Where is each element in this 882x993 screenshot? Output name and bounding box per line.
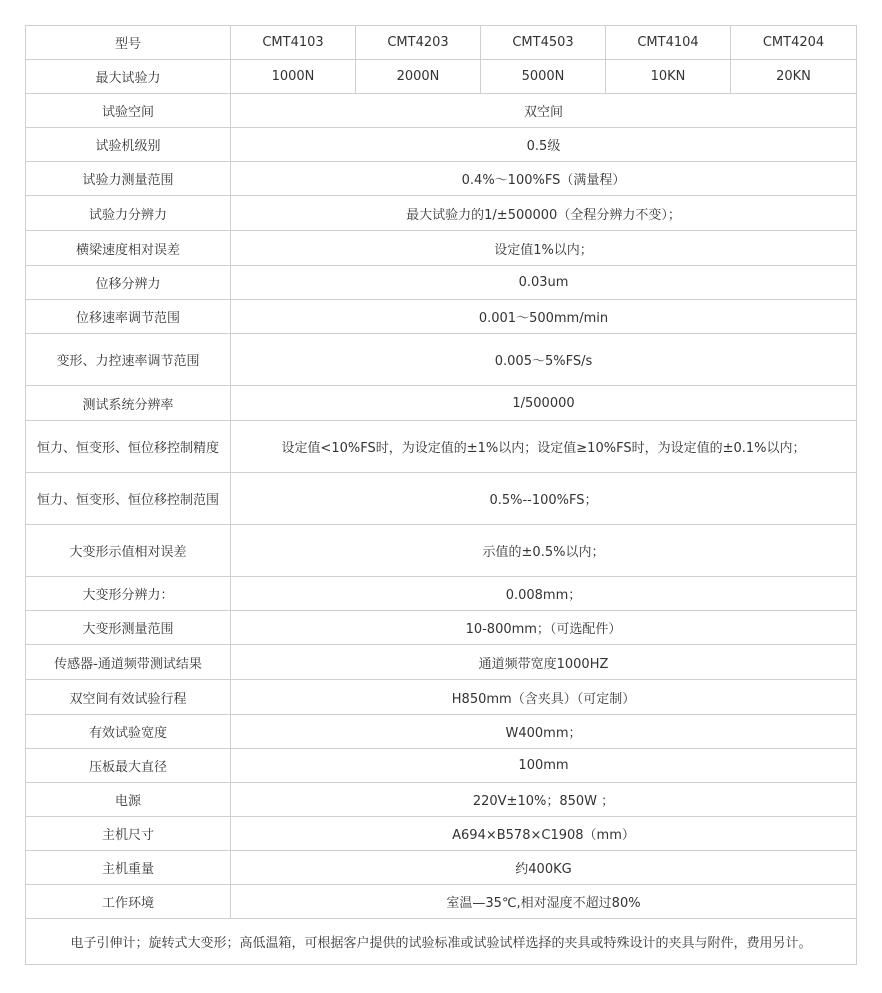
row-value: 通道频带宽度1000HZ bbox=[231, 645, 857, 680]
model-cell: CMT4104 bbox=[606, 26, 731, 60]
row-value: 1/500000 bbox=[231, 386, 857, 421]
row-value: 0.005～5%FS/s bbox=[231, 334, 857, 386]
row-label: 试验力测量范围 bbox=[26, 162, 231, 196]
table-row bbox=[26, 885, 857, 919]
header-label: 型号 bbox=[26, 26, 231, 60]
table-row bbox=[26, 783, 857, 817]
row-label: 横梁速度相对误差 bbox=[26, 231, 231, 266]
table-row bbox=[26, 525, 857, 577]
row-value: 最大试验力的1/±500000（全程分辨力不变）； bbox=[231, 196, 857, 231]
row-value: 设定值<10%FS时，为设定值的±1%以内；设定值≥10%FS时，为设定值的±0.1%以内； bbox=[231, 421, 857, 473]
table-row bbox=[26, 196, 857, 231]
model-cell: CMT4503 bbox=[481, 26, 606, 60]
row-label: 试验机级别 bbox=[26, 128, 231, 162]
table-row bbox=[26, 611, 857, 645]
force-cell: 1000N bbox=[231, 60, 356, 94]
table-row bbox=[26, 817, 857, 851]
row-label: 大变形分辨力： bbox=[26, 577, 231, 611]
force-cell: 20KN bbox=[731, 60, 857, 94]
row-value: 室温—35℃,相对湿度不超过80% bbox=[231, 885, 857, 919]
row-label: 位移速率调节范围 bbox=[26, 300, 231, 334]
row-label: 测试系统分辨率 bbox=[26, 386, 231, 421]
model-cell: CMT4203 bbox=[356, 26, 481, 60]
row-value: 0.03um bbox=[231, 266, 857, 300]
table-row bbox=[26, 94, 857, 128]
row-label: 试验空间 bbox=[26, 94, 231, 128]
row-label: 双空间有效试验行程 bbox=[26, 680, 231, 715]
force-cell: 5000N bbox=[481, 60, 606, 94]
row-value: 220V±10%；850W ； bbox=[231, 783, 857, 817]
row-label: 传感器-通道频带测试结果 bbox=[26, 645, 231, 680]
table-row bbox=[26, 421, 857, 473]
header-row bbox=[26, 26, 857, 60]
row-label: 最大试验力 bbox=[26, 60, 231, 94]
row-value: 约400KG bbox=[231, 851, 857, 885]
row-value: 0.008mm； bbox=[231, 577, 857, 611]
table-row bbox=[26, 645, 857, 680]
row-label: 主机重量 bbox=[26, 851, 231, 885]
row-value: 0.4%～100%FS（满量程） bbox=[231, 162, 857, 196]
table-row bbox=[26, 231, 857, 266]
row-label: 主机尺寸 bbox=[26, 817, 231, 851]
row-value: H850mm（含夹具）（可定制） bbox=[231, 680, 857, 715]
table-row bbox=[26, 749, 857, 783]
row-label: 恒力、恒变形、恒位移控制精度 bbox=[26, 421, 231, 473]
row-label: 位移分辨力 bbox=[26, 266, 231, 300]
row-label: 压板最大直径 bbox=[26, 749, 231, 783]
row-value: 0.001～500mm/min bbox=[231, 300, 857, 334]
row-value: A694×B578×C1908（mm） bbox=[231, 817, 857, 851]
row-label: 电源 bbox=[26, 783, 231, 817]
row-label: 恒力、恒变形、恒位移控制范围 bbox=[26, 473, 231, 525]
row-label: 工作环境 bbox=[26, 885, 231, 919]
table-row bbox=[26, 162, 857, 196]
row-value: 设定值1%以内； bbox=[231, 231, 857, 266]
row-label: 变形、力控速率调节范围 bbox=[26, 334, 231, 386]
row-label: 试验力分辨力 bbox=[26, 196, 231, 231]
row-label: 大变形示值相对误差 bbox=[26, 525, 231, 577]
table-row bbox=[26, 473, 857, 525]
table-row bbox=[26, 851, 857, 885]
row-value: 双空间 bbox=[231, 94, 857, 128]
row-value: W400mm； bbox=[231, 715, 857, 749]
footer-row bbox=[26, 919, 857, 965]
model-cell: CMT4103 bbox=[231, 26, 356, 60]
row-value: 示值的±0.5%以内； bbox=[231, 525, 857, 577]
row-label: 大变形测量范围 bbox=[26, 611, 231, 645]
table-row bbox=[26, 386, 857, 421]
max-force-row bbox=[26, 60, 857, 94]
force-cell: 10KN bbox=[606, 60, 731, 94]
spec-table bbox=[25, 25, 857, 965]
row-label: 有效试验宽度 bbox=[26, 715, 231, 749]
table-row bbox=[26, 334, 857, 386]
table-row bbox=[26, 577, 857, 611]
footer-note: 电子引伸计；旋转式大变形；高低温箱，可根据客户提供的试验标准或试验试样选择的夹具或特殊设计的夹具与附件，费用另计。 bbox=[26, 919, 857, 965]
row-value: 0.5%--100%FS； bbox=[231, 473, 857, 525]
row-value: 10-800mm；（可选配件） bbox=[231, 611, 857, 645]
model-cell: CMT4204 bbox=[731, 26, 857, 60]
row-value: 100mm bbox=[231, 749, 857, 783]
table-row bbox=[26, 300, 857, 334]
force-cell: 2000N bbox=[356, 60, 481, 94]
table-row bbox=[26, 128, 857, 162]
row-value: 0.5级 bbox=[231, 128, 857, 162]
table-row bbox=[26, 680, 857, 715]
table-row bbox=[26, 266, 857, 300]
table-row bbox=[26, 715, 857, 749]
